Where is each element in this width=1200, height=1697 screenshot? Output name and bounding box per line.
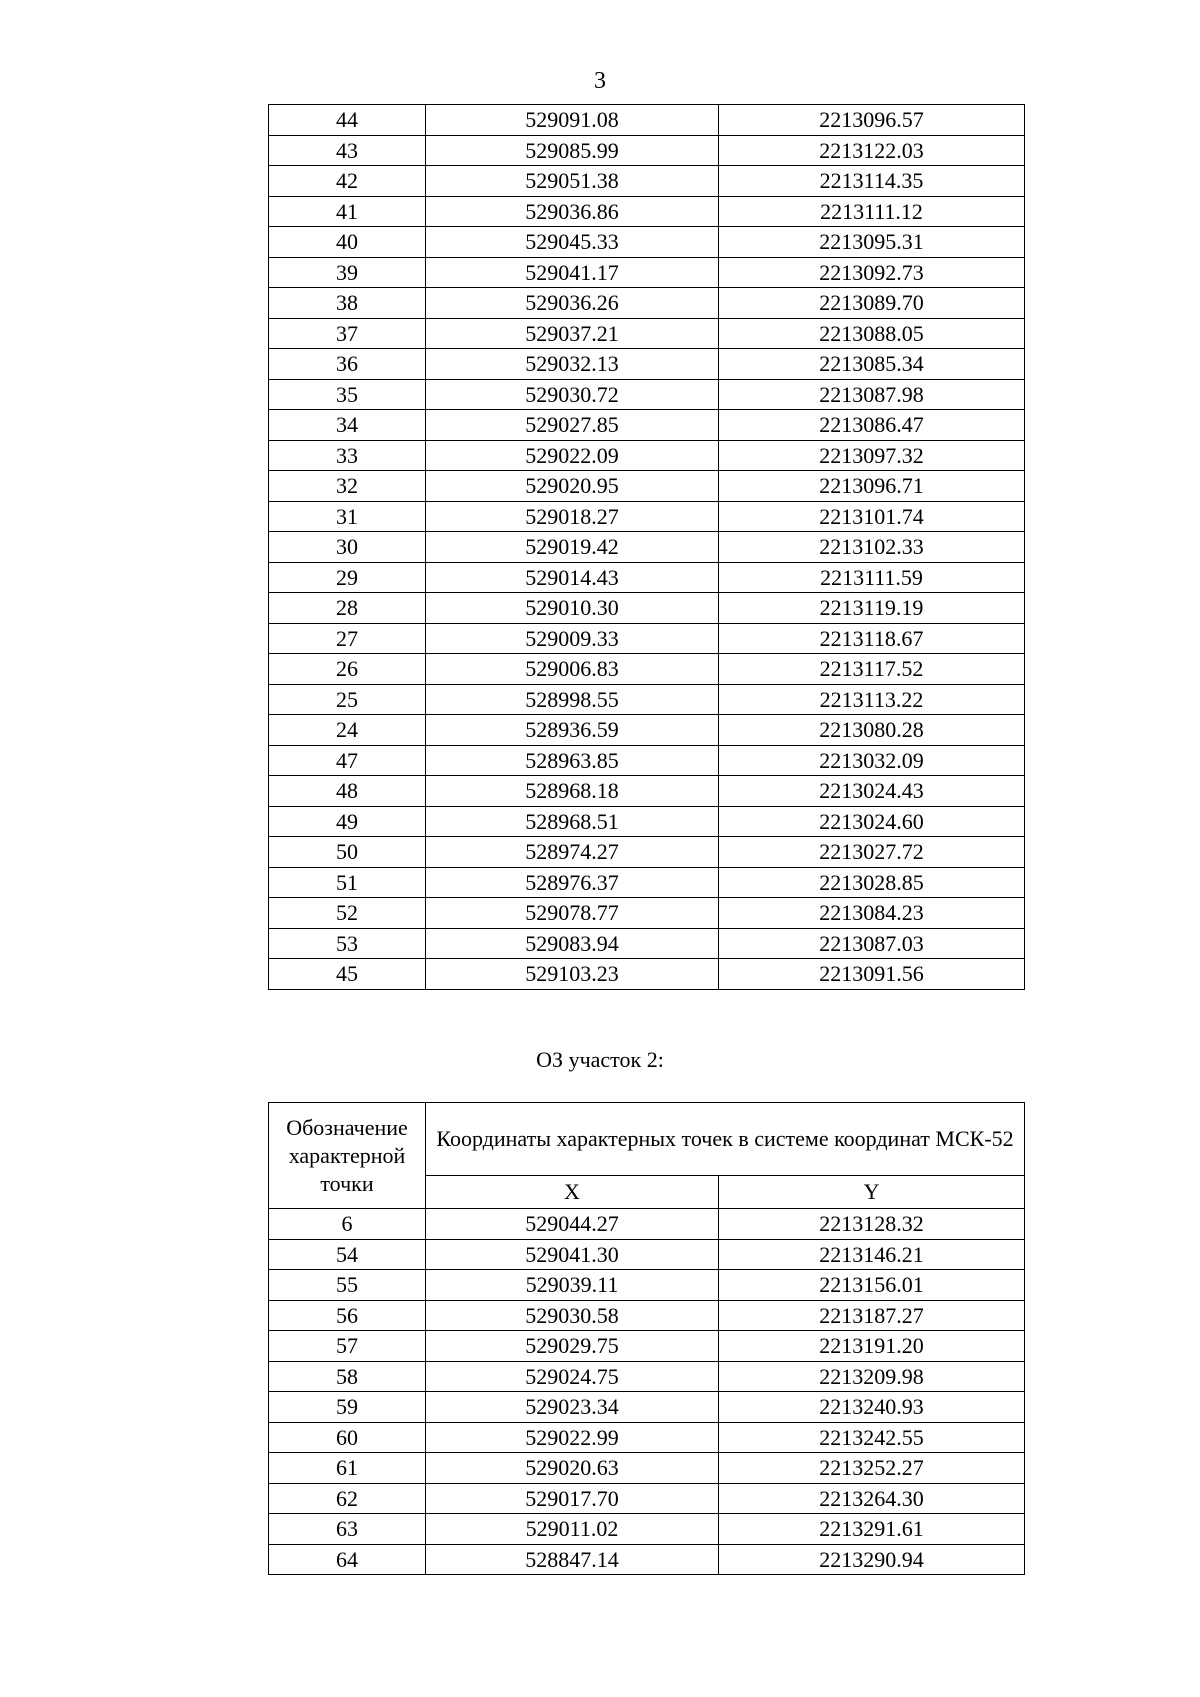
y-coordinate-cell: 2213291.61	[719, 1514, 1025, 1545]
x-coordinate-cell: 529020.95	[426, 471, 719, 502]
y-coordinate-cell: 2213117.52	[719, 654, 1025, 685]
point-id-cell: 62	[269, 1483, 426, 1514]
point-id-cell: 33	[269, 440, 426, 471]
header-y: Y	[719, 1176, 1025, 1209]
y-coordinate-cell: 2213088.05	[719, 318, 1025, 349]
table-row	[269, 105, 1025, 136]
y-coordinate-cell: 2213089.70	[719, 288, 1025, 319]
point-id-cell: 61	[269, 1453, 426, 1484]
y-coordinate-cell: 2213128.32	[719, 1209, 1025, 1240]
table-row	[269, 440, 1025, 471]
table-row	[269, 623, 1025, 654]
table-row	[269, 257, 1025, 288]
coordinates-table-2-body	[269, 1209, 1025, 1575]
x-coordinate-cell: 529018.27	[426, 501, 719, 532]
table-row	[269, 1422, 1025, 1453]
coordinates-table-2	[268, 1102, 1025, 1575]
table-row	[269, 1209, 1025, 1240]
x-coordinate-cell: 529039.11	[426, 1270, 719, 1301]
table-row	[269, 471, 1025, 502]
x-coordinate-cell: 528963.85	[426, 745, 719, 776]
point-id-cell: 38	[269, 288, 426, 319]
table-row	[269, 928, 1025, 959]
section-title: ОЗ участок 2:	[536, 1047, 664, 1072]
y-coordinate-cell: 2213095.31	[719, 227, 1025, 258]
y-coordinate-cell: 2213252.27	[719, 1453, 1025, 1484]
table-row	[269, 837, 1025, 868]
table-row	[269, 593, 1025, 624]
x-coordinate-cell: 529017.70	[426, 1483, 719, 1514]
x-coordinate-cell: 529006.83	[426, 654, 719, 685]
y-coordinate-cell: 2213032.09	[719, 745, 1025, 776]
x-coordinate-cell: 528847.14	[426, 1544, 719, 1575]
table-row	[269, 776, 1025, 807]
x-coordinate-cell: 529051.38	[426, 166, 719, 197]
table-row	[269, 227, 1025, 258]
point-id-cell: 44	[269, 105, 426, 136]
y-coordinate-cell: 2213092.73	[719, 257, 1025, 288]
point-id-cell: 49	[269, 806, 426, 837]
x-coordinate-cell: 529030.72	[426, 379, 719, 410]
y-coordinate-cell: 2213097.32	[719, 440, 1025, 471]
point-id-cell: 43	[269, 135, 426, 166]
table-row	[269, 288, 1025, 319]
point-id-cell: 50	[269, 837, 426, 868]
table-row	[269, 501, 1025, 532]
x-coordinate-cell: 529041.30	[426, 1239, 719, 1270]
coordinates-table-1-body	[269, 105, 1025, 990]
table-row	[269, 745, 1025, 776]
point-id-cell: 34	[269, 410, 426, 441]
point-id-cell: 27	[269, 623, 426, 654]
y-coordinate-cell: 2213290.94	[719, 1544, 1025, 1575]
point-id-cell: 64	[269, 1544, 426, 1575]
point-id-cell: 29	[269, 562, 426, 593]
table-row	[269, 166, 1025, 197]
x-coordinate-cell: 529023.34	[426, 1392, 719, 1423]
table-row	[269, 684, 1025, 715]
x-coordinate-cell: 529019.42	[426, 532, 719, 563]
point-id-cell: 63	[269, 1514, 426, 1545]
point-id-cell: 37	[269, 318, 426, 349]
point-id-cell: 57	[269, 1331, 426, 1362]
header-coordinates-group: Координаты характерных точек в системе координат МСК-52	[426, 1103, 1025, 1176]
point-id-cell: 54	[269, 1239, 426, 1270]
x-coordinate-cell: 529085.99	[426, 135, 719, 166]
table-row	[269, 654, 1025, 685]
y-coordinate-cell: 2213086.47	[719, 410, 1025, 441]
x-coordinate-cell: 529078.77	[426, 898, 719, 929]
header-designation: Обозначение характерной точки	[269, 1103, 426, 1209]
point-id-cell: 24	[269, 715, 426, 746]
table-row	[269, 379, 1025, 410]
x-coordinate-cell: 528968.51	[426, 806, 719, 837]
table-row	[269, 1270, 1025, 1301]
y-coordinate-cell: 2213096.57	[719, 105, 1025, 136]
table-row	[269, 1239, 1025, 1270]
x-coordinate-cell: 529045.33	[426, 227, 719, 258]
table-row	[269, 898, 1025, 929]
y-coordinate-cell: 2213156.01	[719, 1270, 1025, 1301]
table-row	[269, 959, 1025, 990]
x-coordinate-cell: 529024.75	[426, 1361, 719, 1392]
table-row	[269, 410, 1025, 441]
point-id-cell: 36	[269, 349, 426, 380]
point-id-cell: 39	[269, 257, 426, 288]
point-id-cell: 6	[269, 1209, 426, 1240]
x-coordinate-cell: 529014.43	[426, 562, 719, 593]
x-coordinate-cell: 529027.85	[426, 410, 719, 441]
y-coordinate-cell: 2213122.03	[719, 135, 1025, 166]
point-id-cell: 51	[269, 867, 426, 898]
x-coordinate-cell: 529020.63	[426, 1453, 719, 1484]
y-coordinate-cell: 2213024.60	[719, 806, 1025, 837]
table-row	[269, 715, 1025, 746]
point-id-cell: 53	[269, 928, 426, 959]
point-id-cell: 31	[269, 501, 426, 532]
point-id-cell: 41	[269, 196, 426, 227]
x-coordinate-cell: 529103.23	[426, 959, 719, 990]
point-id-cell: 25	[269, 684, 426, 715]
point-id-cell: 42	[269, 166, 426, 197]
y-coordinate-cell: 2213087.03	[719, 928, 1025, 959]
point-id-cell: 55	[269, 1270, 426, 1301]
y-coordinate-cell: 2213111.12	[719, 196, 1025, 227]
page-number: 3	[594, 68, 606, 94]
point-id-cell: 45	[269, 959, 426, 990]
x-coordinate-cell: 529036.26	[426, 288, 719, 319]
point-id-cell: 58	[269, 1361, 426, 1392]
x-coordinate-cell: 529011.02	[426, 1514, 719, 1545]
point-id-cell: 48	[269, 776, 426, 807]
table-row	[269, 1483, 1025, 1514]
point-id-cell: 47	[269, 745, 426, 776]
y-coordinate-cell: 2213084.23	[719, 898, 1025, 929]
x-coordinate-cell: 529029.75	[426, 1331, 719, 1362]
table-row	[269, 1392, 1025, 1423]
x-coordinate-cell: 529044.27	[426, 1209, 719, 1240]
y-coordinate-cell: 2213024.43	[719, 776, 1025, 807]
point-id-cell: 35	[269, 379, 426, 410]
y-coordinate-cell: 2213027.72	[719, 837, 1025, 868]
y-coordinate-cell: 2213240.93	[719, 1392, 1025, 1423]
point-id-cell: 40	[269, 227, 426, 258]
x-coordinate-cell: 528936.59	[426, 715, 719, 746]
y-coordinate-cell: 2213191.20	[719, 1331, 1025, 1362]
x-coordinate-cell: 528974.27	[426, 837, 719, 868]
point-id-cell: 59	[269, 1392, 426, 1423]
y-coordinate-cell: 2213264.30	[719, 1483, 1025, 1514]
y-coordinate-cell: 2213187.27	[719, 1300, 1025, 1331]
y-coordinate-cell: 2213087.98	[719, 379, 1025, 410]
table-row	[269, 318, 1025, 349]
table-row	[269, 1361, 1025, 1392]
table-2-header	[269, 1103, 1025, 1209]
y-coordinate-cell: 2213091.56	[719, 959, 1025, 990]
y-coordinate-cell: 2213101.74	[719, 501, 1025, 532]
y-coordinate-cell: 2213242.55	[719, 1422, 1025, 1453]
coordinates-table-1	[268, 104, 1025, 990]
x-coordinate-cell: 529009.33	[426, 623, 719, 654]
table-row	[269, 806, 1025, 837]
y-coordinate-cell: 2213111.59	[719, 562, 1025, 593]
table-row	[269, 1544, 1025, 1575]
header-x: X	[426, 1176, 719, 1209]
x-coordinate-cell: 529022.99	[426, 1422, 719, 1453]
table-row	[269, 349, 1025, 380]
table-row	[269, 867, 1025, 898]
table-row	[269, 1331, 1025, 1362]
point-id-cell: 26	[269, 654, 426, 685]
y-coordinate-cell: 2213119.19	[719, 593, 1025, 624]
x-coordinate-cell: 529030.58	[426, 1300, 719, 1331]
x-coordinate-cell: 529032.13	[426, 349, 719, 380]
table-row	[269, 1300, 1025, 1331]
y-coordinate-cell: 2213146.21	[719, 1239, 1025, 1270]
point-id-cell: 60	[269, 1422, 426, 1453]
y-coordinate-cell: 2213080.28	[719, 715, 1025, 746]
table-row	[269, 135, 1025, 166]
x-coordinate-cell: 528976.37	[426, 867, 719, 898]
header-row	[269, 1103, 1025, 1176]
x-coordinate-cell: 529083.94	[426, 928, 719, 959]
y-coordinate-cell: 2213113.22	[719, 684, 1025, 715]
y-coordinate-cell: 2213085.34	[719, 349, 1025, 380]
table-row	[269, 196, 1025, 227]
point-id-cell: 52	[269, 898, 426, 929]
y-coordinate-cell: 2213209.98	[719, 1361, 1025, 1392]
table-row	[269, 532, 1025, 563]
y-coordinate-cell: 2213096.71	[719, 471, 1025, 502]
y-coordinate-cell: 2213028.85	[719, 867, 1025, 898]
table-row	[269, 1514, 1025, 1545]
y-coordinate-cell: 2213118.67	[719, 623, 1025, 654]
x-coordinate-cell: 529010.30	[426, 593, 719, 624]
point-id-cell: 56	[269, 1300, 426, 1331]
table-row	[269, 562, 1025, 593]
point-id-cell: 32	[269, 471, 426, 502]
x-coordinate-cell: 528968.18	[426, 776, 719, 807]
x-coordinate-cell: 528998.55	[426, 684, 719, 715]
point-id-cell: 30	[269, 532, 426, 563]
x-coordinate-cell: 529041.17	[426, 257, 719, 288]
x-coordinate-cell: 529036.86	[426, 196, 719, 227]
y-coordinate-cell: 2213102.33	[719, 532, 1025, 563]
y-coordinate-cell: 2213114.35	[719, 166, 1025, 197]
x-coordinate-cell: 529091.08	[426, 105, 719, 136]
x-coordinate-cell: 529022.09	[426, 440, 719, 471]
point-id-cell: 28	[269, 593, 426, 624]
x-coordinate-cell: 529037.21	[426, 318, 719, 349]
table-row	[269, 1453, 1025, 1484]
